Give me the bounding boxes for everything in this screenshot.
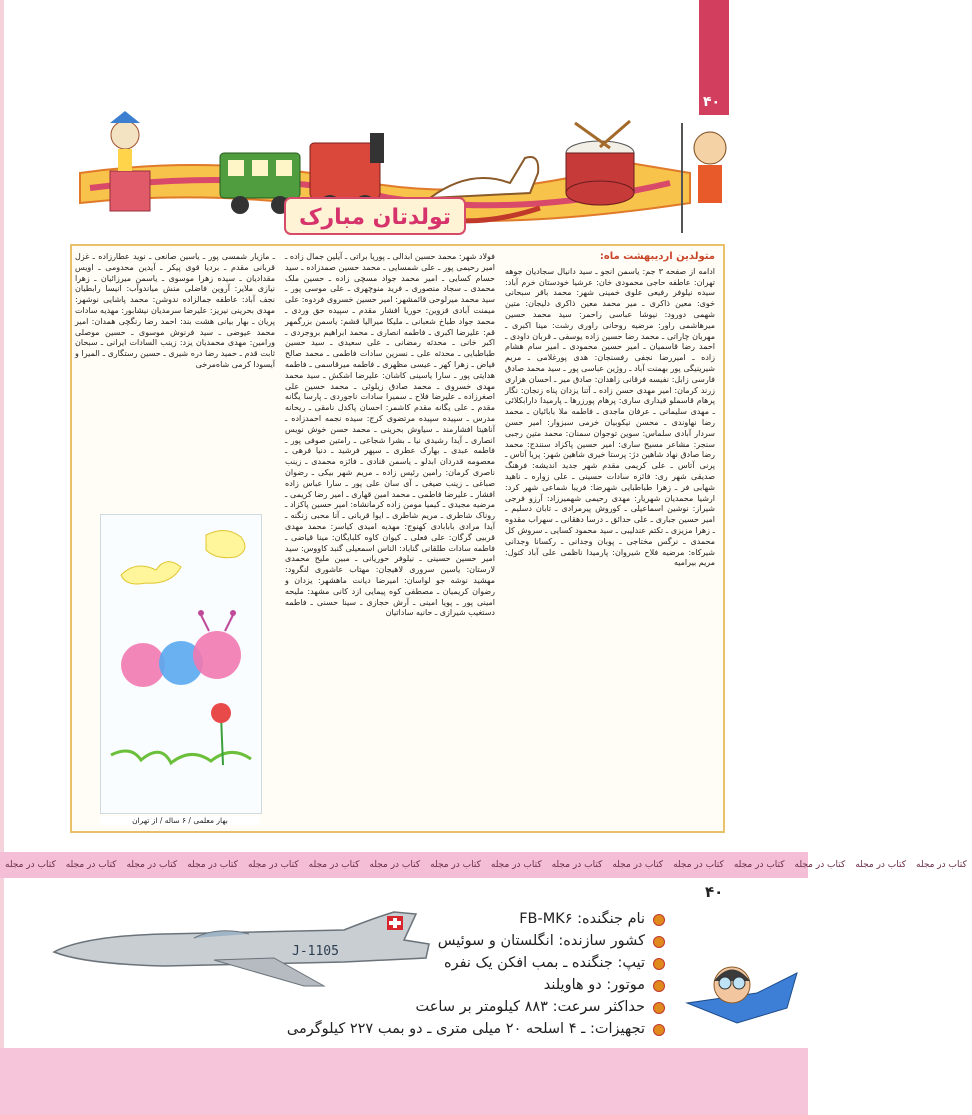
- pilot-mascot: [677, 953, 802, 1033]
- birthday-text-right: ادامه از صفحه ۳ جم: یاسمن انجو ـ سید دانیال سجادیان جوهه تهران: عاطفه حاجی محمودی خان: عرشیا خودستان خرم آباد: سیده نیلوفر رفیعی علوی خمینی شهر: محمد باقر سبحانی خوی: معین ذاکری ـ میر محمد معین ذاکری دلیجان: متین شهمی دورود: نیوشا عباسی راحمر: سید محمد حسین میرهاشمی راور: مرضیه روحانی راوری رشت: مینا اکبری ـ مهربان چاراتی ـ محمد رضا حسین زاده یوسفی ـ قربان داودی ـ احمد رضا قاسمیان ـ امیر حسین محمودی ـ امیر سام هشام زاده ـ امیررضا نجفی رفسنجان: هدی پورغلامی ـ مریم شیرینیگی پور بهمنت آباد ـ روژین عباسی پور ـ سید محمد صادق فارسی زابل: نفیسه فرقانی زاهدان: صادق میر ـ احسان هزاری زرند کرمان: امیر مهدی حسن زاده ـ آتنا یزدان پناه زنجان: نگار پرهام قاسملو قیداری ساری: پرهام پورزرها ـ پارمیدا دارابکلائی ـ مهدی سلیمانی ـ عرفان ماجدی ـ فاطمه ملا بابائیان ـ محمد رضا نهاوندی ـ محسن نیکوبیان خرمی سبزوار: امیر حسن سردار آبادی سلماس: سوین توجوان سمنان: محمد متین رجبی سنجر: مشاعر مسیح ساری: امیر حسین پاکزاد سنندج: محمد رضا صادق نهاد شاهین دژ: پرستا خیری شاهین شهر: پریا آتاس ـ پرنی آتاس ـ علی کریمی مقدم شهر جدید اندیشه: فرهنگ صدیقی شهر ری: فائزه سادات حسینی ـ علی زواره ـ ناهید شهابی فر ـ زهرا طباطبایی شهرضا: فریبا شماعی شهر کرد: ارشیا محمدیان شهریار: مهدی رحیمی شهمیرزاد: آرزو فرجی شیراز: نوشین اسماعیلی ـ کوروش پیرمرادی ـ تابان دسلیم ـ امیر حسین جباری ـ علی حدائق ـ درسا دهقانی ـ سهراب مقدوه ـ زهرا مزیزی ـ تکتم عندلیبی ـ سید محمود کسایی ـ سروش کل محمدی ـ نرگس مختاجی ـ پوبان وجدانی ـ رکسانا وجدانی شیرکاه: مرضیه فلاح شیروان: پارمیدا ناظمی علی آباد کتول: مریم بیرامیه: [505, 266, 716, 568]
- book-strip: [0, 852, 967, 878]
- spec-armament: تجهیزات: ـ ۴ اسلحه ۲۰ میلی متری ـ دو بمب ۲۲۷ کیلوگرمی: [245, 1018, 665, 1040]
- aircraft-specs: [245, 908, 665, 1040]
- strip-label: کتاب در مجله: [490, 860, 542, 870]
- strip-label: کتاب در مجله: [308, 860, 360, 870]
- strip-label: کتاب در مجله: [794, 860, 846, 870]
- birthday-text-middle: فولاد شهر: محمد حسین ابدالی ـ پوریا براتی ـ آیلین جمال زاده ـ امیر رحیمی پور ـ علی شمسایی ـ محمد حسین صمدزاده ـ سید حسام کسایی ـ امیر محمد جواد مسچی زاده ـ حسین ملک محمدی ـ سجاد منصوری ـ فرید منوچهری ـ علی موسی پور ـ سید محمد میرلوحی قائمشهر: امیر حسین خسروی فردوه: علی میمنت آبادی قزوین: حوریا افشار مقدم ـ سپیده حق وردی ـ محمد جواد طباخ شعبانی ـ ملیکا میرالیا قشم: یاسمن بزرگمهر قم: علیرضا اکبری ـ فاطمه انصاری ـ محمد ابراهیم بروجردی ـ اکبر خانی ـ محدثه رمضانی ـ علی سعیدی ـ سید حسین طباطبایی ـ محدثه علی ـ نسرین سادات فاطمی ـ محمد صالح فیاض ـ زهرا کهر ـ عیسی مظهری ـ فاطمه میرقاسمی ـ فاطمه هدایتی پور ـ سارا یاسینی کاشان: علیرضا اشکش ـ سید محمد مهدی خسروی ـ محمد صادق زیلوئی ـ محمد حسین علی اصغرزاده ـ علیرضا فلاح ـ سمیرا سادات ناجوردی ـ پارسا یگانه مقدم ـ علی یگانه مقدم کاشمر: احسان پاکدل نامقی ـ ریحانه مدرس ـ سپیده سپیده مرتضوی کرج: سیده نجمه احمدزاده ـ آناهیتا افشارمند ـ سیاوش بحرینی ـ محمد حسن خوش نویس انصاری ـ آیدا رشیدی نیا ـ بشرا شجاعی ـ رامتین صوفی پور ـ فاطمه عبدی ـ بهارک عطری ـ سپهر فرشید ـ دنیا فرهی ـ معصومه قدردان ابدلو ـ یاسمن قنادی ـ فائزه محمدی ـ زینب ناصری کرمان: رامین رئیس زاده ـ مریم شهر بیکی ـ رضوان صباغی ـ زینب صیغی ـ آی سان علی پور ـ سارا عباس زاده افشار ـ علیرضا فاطمی ـ محمد امین قهاری ـ امیر رضا کریمی ـ مرضیه مجیدی ـ کیمیا مومن زاده کرمانشاه: امیر حسین پاکزاد ـ روناک شاطری ـ مریم شاطری ـ ایوا قربانی ـ آنا محبی زنگنه ـ آیدا مرادی بابابادی کهنوج: مهدیه امیدی کیاسر: محمد مهدی قربیی گرگان: علی فعلی ـ کیوان کاوه کلبایگان: مینا قیاضی ـ فاطمه سادات طلقانی گناباد: الناس اسمعیلی گنبد کاووس: سید امیر حسین حسینی ـ نیلوفر حوریانی ـ مبین ملیح محمدی لارستان: یاسین سروری لاهیجان: مهتاب عاشوری لنگرود: مهشید نوشه جو لواسان: امیرضا دیانت ماهشهر: یزدان و رضوان کریمیان ـ مصطفی کوه پیمایی ازد کانی مشهد: مليحه امینی پور ـ پویا امینی ـ آرش حجازی ـ سینا حسنی ـ فاطمه دستغیب شیرازی ـ حانیه ساداتیان: [285, 252, 495, 618]
- spec-country: کشور سازنده: انگلستان و سوئیس: [245, 930, 665, 952]
- strip-label: کتاب در مجله: [430, 860, 481, 870]
- banner-illustration: [70, 113, 742, 243]
- spec-name: نام جنگنده: FB-MK۶: [245, 908, 665, 930]
- strip-label: کتاب در مجله: [247, 860, 299, 870]
- drawing-caption: بهار معلمی / ۶ ساله / از تهران: [100, 816, 260, 825]
- pilot-cartoon-icon: [677, 953, 802, 1033]
- strip-label: کتاب در مجله: [733, 860, 785, 870]
- clown-jack-in-box-icon: [110, 111, 150, 211]
- strip-label: کتاب در مجله: [551, 860, 603, 870]
- strip-label: کتاب در مجله: [187, 860, 238, 870]
- page-number: ۴۰: [703, 94, 721, 110]
- spec-speed: حداکثر سرعت: ۸۸۳ کیلومتر بر ساعت: [245, 996, 665, 1018]
- strip-label: کتاب در مجله: [916, 860, 967, 870]
- birthday-column-right: [505, 252, 715, 569]
- strip-label: کتاب در مجله: [673, 860, 724, 870]
- birthday-heading: متولدین اردیبهشت ماه:: [599, 251, 715, 262]
- spec-engine: موتور: دو هاویلند: [245, 974, 665, 996]
- left-edge-band: [0, 0, 4, 1115]
- caterpillar-drawing: [101, 515, 261, 813]
- page-number-secondary: ۴۰: [705, 883, 724, 901]
- birthday-text-left: ـ مازیار شمسی پور ـ یاسین صانعی ـ نوید عطارزاده ـ غزل قربانی مقدم ـ بردیا قوی پیکر ـ آیدین محدومی ـ اویس مقدادیان ـ سیده زهرا موسوی ـ یاسمن میرزائیان ـ زهرا نیازی ملایر: آروین فاضلی منش میاندوآب: انیسا رابطیان نجف آباد: عاطفه جمالزاده ندوشن: محمد پاشایی نوشهر: مهدی بحرینی نیریز: علیرضا سرمدیان نیشابور: مهدیه سادات پریان ـ بهار بیانی هشت بند: احمد رضا رنگچی همدان: امیر محمد عیوضی ـ سید فرنوش موسوی ـ حسین موصلی ورامین: مهدی محمدیان یزد: زینب السادات ایرانی ـ سبحان ثابت قدم ـ حمید رضا دره شیری ـ حسین رستگاری ـ المیرا و آیسودا کرمی شاه‌مرخی: [75, 252, 275, 369]
- strip-label: کتاب در مجله: [5, 860, 56, 870]
- strip-label: کتاب در مجله: [65, 860, 117, 870]
- birthday-column-left: [75, 252, 275, 371]
- birthday-column-middle: [285, 252, 495, 619]
- spec-type: تیپ: جنگنده ـ بمب افکن یک نفره: [245, 952, 665, 974]
- birthday-banner: [70, 113, 742, 243]
- tail-code: J-1105: [292, 944, 339, 959]
- strip-label: کتاب در مجله: [855, 860, 907, 870]
- drum-icon: [566, 121, 634, 205]
- strip-label: کتاب در مجله: [612, 860, 664, 870]
- strip-label: کتاب در مجله: [369, 860, 421, 870]
- strip-label: کتاب در مجله: [126, 860, 178, 870]
- footer-band: [0, 1048, 808, 1115]
- banner-title: تولدتان مبارک: [298, 205, 452, 230]
- birthday-list-box: [70, 244, 725, 833]
- child-drawing: [100, 514, 262, 814]
